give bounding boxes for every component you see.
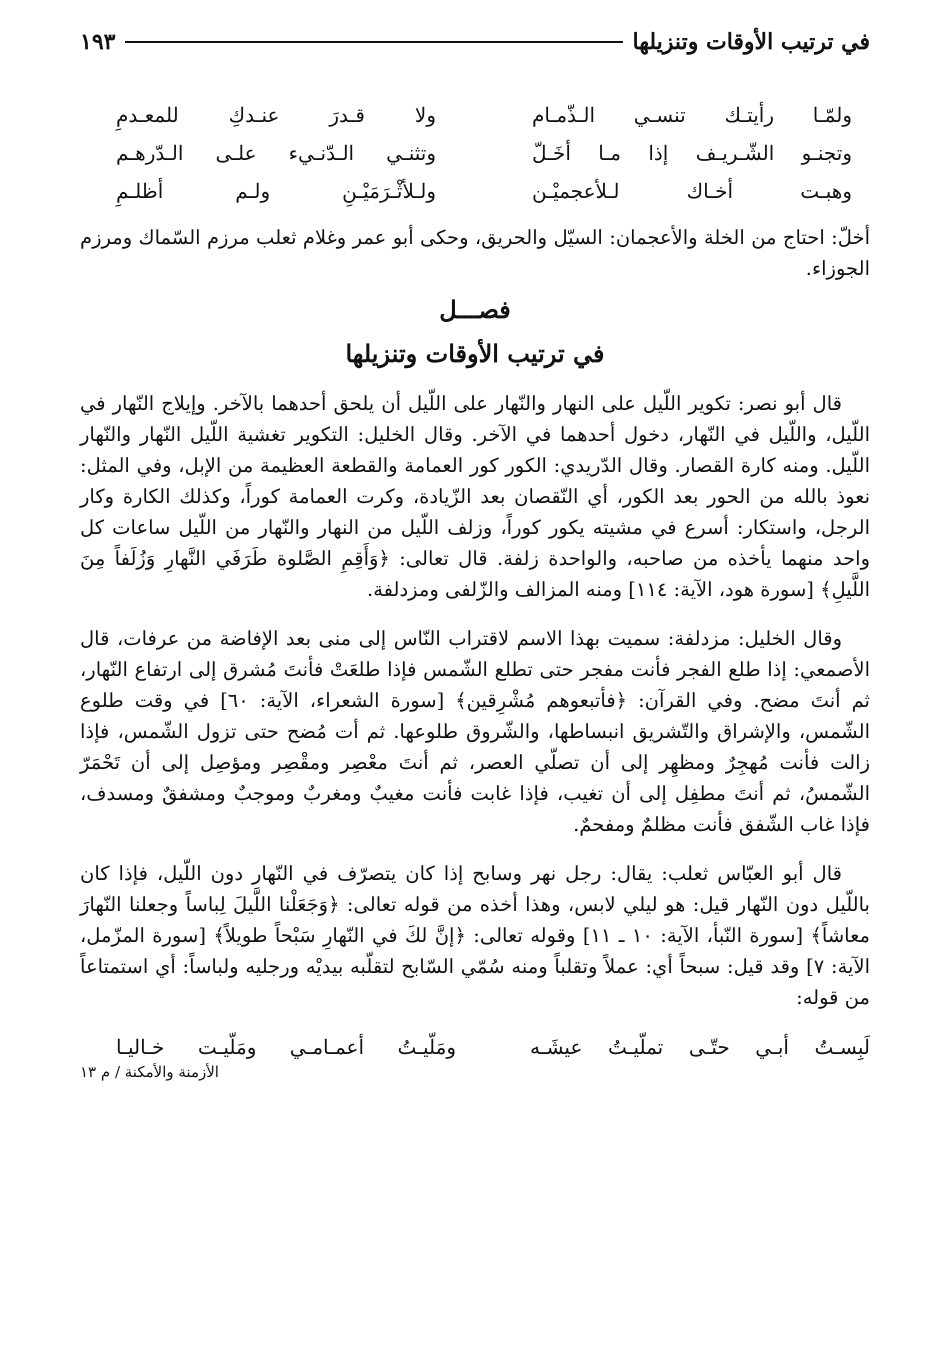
page-header — [80, 22, 870, 62]
closing-verse — [80, 1035, 870, 1059]
signature-mark: الأزمنة والأمكنة / م ١٣ — [80, 1063, 219, 1081]
body-paragraph: وقال الخليل: مزدلفة: سميت بهذا الاسم لاقتراب النّاس إلى منى بعد الإفاضة من عرفات، قال الأصمعي: إذا طلع الفجر فأنت مفجر حتى تطلع الشّمس فإذا طلعَتْ فأنتَ مُشرق إلى ارتفاع النّهار، ثم أنتَ مضح. وفي القرآن: ﴿فأتبعوهم مُشْرِقين﴾ [سورة الشعراء، الآية: ٦٠] في وقت طلوع الشّمس، والإشراق والتّشريق انبساطها، والشّروق طلوعها. ثم أت مُضح حتى تزول الشّمس، فإذا زالت فأنت مُهجِرٌ ومظهِر إلى أن تصلّي العصر، ثم أنتَ معْصِر ومقْصِر ومؤصِل إلى أن تَحْمَرّ الشّمسُ، ثم أنتَ مطفِل إلى أن تغيب، فإذا غابت فأنت مغيبٌ ومغربٌ وموجبٌ ومشفقٌ ومسدف، فإذا غاب الشّفق فأنت مظلمٌ ومفحمٌ. — [80, 627, 870, 836]
page-number: ١٩٣ — [80, 29, 116, 55]
verse-second-hemistich: وتثنـي الـدّنـيء علـى الـدّرهـم — [116, 141, 436, 165]
verse-first-hemistich: وهبـت أخـاك لـلأعجميْـن — [532, 179, 852, 203]
running-title: في ترتيب الأوقات وتنزيلها — [632, 29, 870, 55]
verse-line — [80, 96, 870, 134]
verse-line — [80, 134, 870, 172]
verse-first-hemistich: لَبِسـتُ أبـي حتّـى تملّيـتُ عيشَـه — [530, 1035, 870, 1059]
gloss-paragraph: أخلّ: احتاج من الخلة والأعجمان: السيّل والحريق، وحكى أبو عمر وغلام ثعلب مرزم السّماك ومرزم الجوزاء. — [80, 226, 870, 280]
poem-verses — [80, 96, 870, 210]
body-paragraph: قال أبو نصر: تكوير اللّيل على النهار والنّهار على اللّيل أن يلحق أحدهما بالآخر. وإيلاج النّهار في اللّيل، واللّيل في النّهار، دخول أحدهما في الآخر. وقال الخليل: التكوير تغشية اللّيل النّهار والنّهار اللّيل. ومنه كارة القصار. وقال الدّريدي: الكور كور العمامة والقطعة العظيمة من الإبل، وفي المثل: نعوذ بالله من الحور بعد الكور، أي النّقصان بعد الزّيادة، وكرت العمامة كوراً، وكذلك الكارة وكار الرجل، واستكار: أسرع في مشيته يكور كوراً، وزلف اللّيل من النهار والنّهار من اللّيل ساعات كل واحد منهما يأخذه من صاحبه، والواحدة زلفة. قال تعالى: ﴿وَأَقِمِ الصَّلوة طَرَفَي النَّهارِ وَزُلَفاً مِنَ اللَّيلِ﴾ [سورة هود، الآية: ١١٤] ومنه المزالف والزّلفى ومزدلفة. — [80, 392, 870, 601]
verse-second-hemistich: ومَلّيـتُ أعمـامـي ومَلّيـت خـاليـا — [116, 1035, 456, 1059]
verse-second-hemistich: ولا قـدرَ عنـدكِ للمعـدمِ — [116, 103, 436, 127]
verse-first-hemistich: ولمّـا رأيتـك تنسـي الـذّمـام — [532, 103, 852, 127]
header-rule — [125, 41, 622, 43]
verse-line — [80, 172, 870, 210]
verse-first-hemistich: وتجنـو الشّـريـف إذا مـا أخَـلّ — [532, 141, 852, 165]
section-label: فصـــل — [439, 295, 511, 324]
body-paragraph: قال أبو العبّاس ثعلب: يقال: رجل نهر وسابح إذا كان يتصرّف في النّهار دون اللّيل، فإذا كان باللّيل دون النّهار قيل: هو ليلي لابس، وهذا أخذه من قوله تعالى: ﴿وَجَعَلْنا اللَّيلَ لِباساً وجعلنا النّهارَ معاشاً﴾ [سورة النّبأ، الآية: ١٠ ـ ١١] وقوله تعالى: ﴿إنَّ لكَ في النّهارِ سَبْحاً طويلاً﴾ [سورة المزّمل، الآية: ٧] وقد قيل: سبحاً أي: عملاً وتقلباً ومنه سُمّي السّابح لتقلّبه بيديْه ورجليه ولباساً: أي استمتاعاً من قوله: — [80, 862, 870, 1009]
book-page — [80, 22, 870, 1081]
verse-second-hemistich: ولـلأثْـرَمَيْـنِ ولـم أظلـمِ — [116, 179, 436, 203]
section-title: في ترتيب الأوقات وتنزيلها — [345, 339, 605, 368]
